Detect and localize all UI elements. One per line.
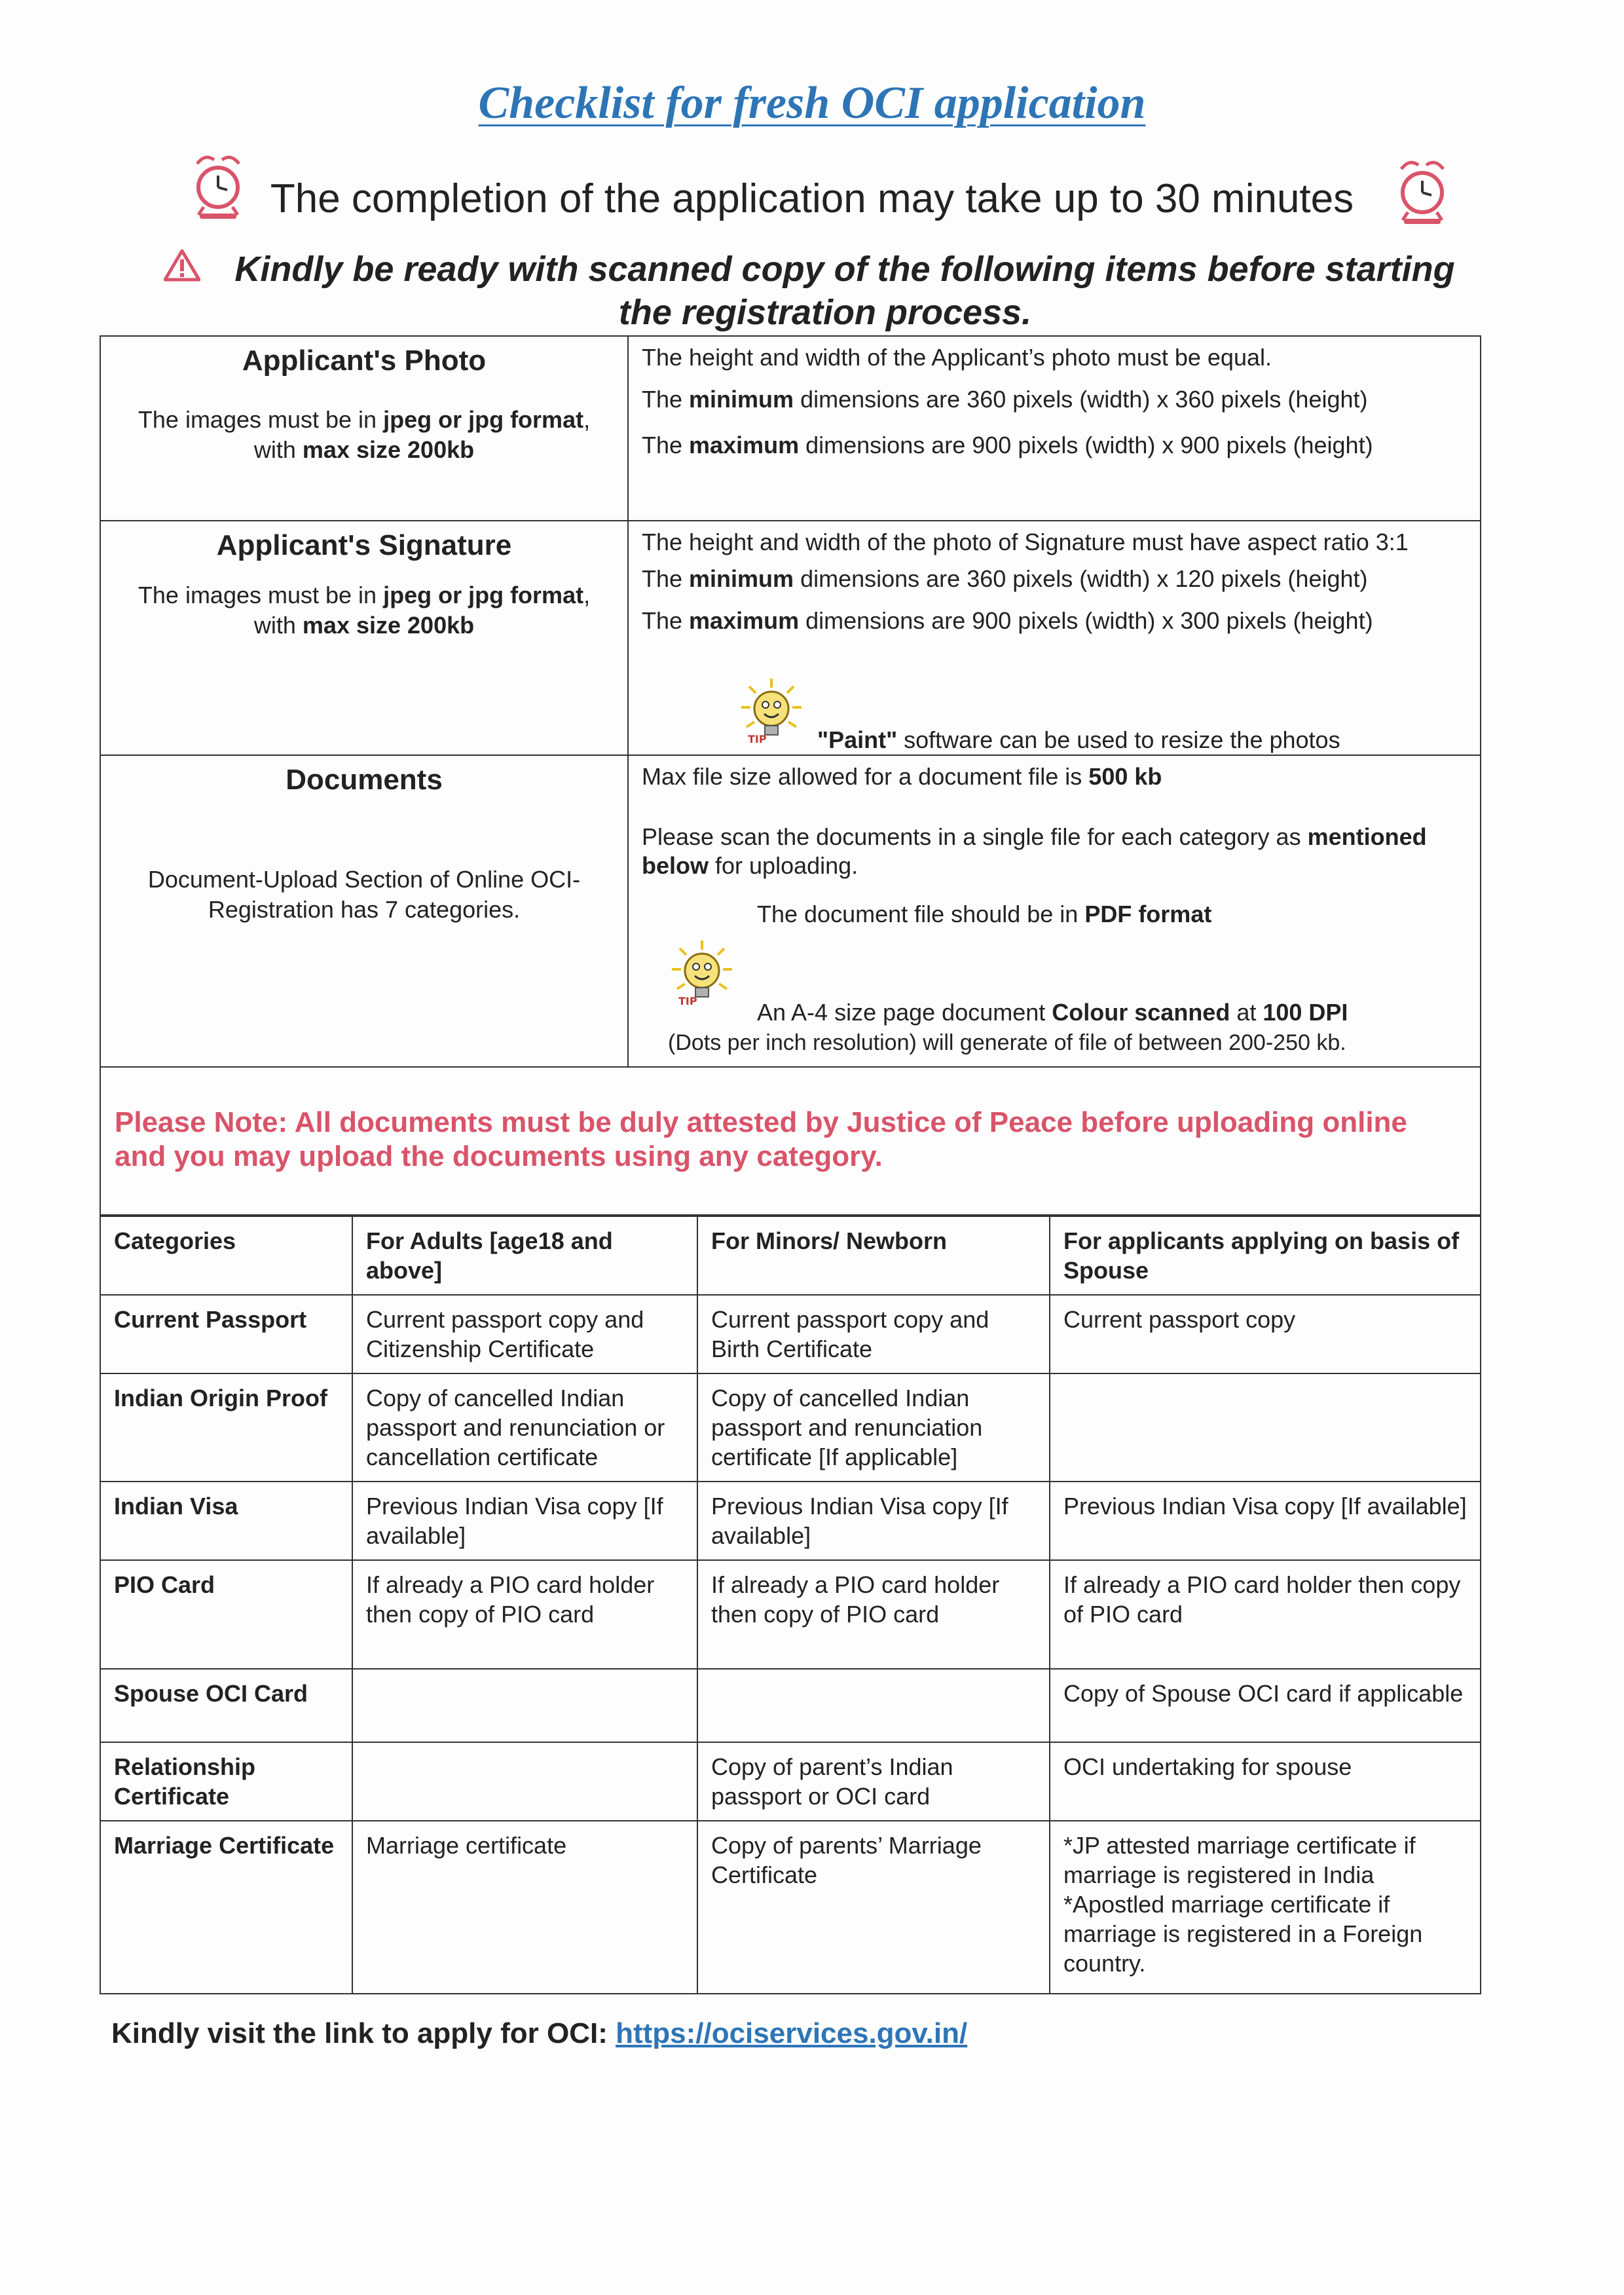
photo-rule-min: The minimum dimensions are 360 pixels (width) x 360 pixels (height) (642, 386, 1368, 413)
category-cell: Relationship Certificate (100, 1742, 352, 1821)
adults-cell (352, 1669, 697, 1742)
table-row (100, 1560, 1481, 1669)
header-categories: Categories (100, 1216, 352, 1295)
photo-format-note: The images must be in jpeg or jpg format, with max size 200kb (138, 406, 591, 463)
minors-cell: Copy of parent’s Indian passport or OCI card (697, 1742, 1050, 1821)
adults-cell: Copy of cancelled Indian passport and renunciation or cancellation certificate (352, 1373, 697, 1482)
header-minors: For Minors/ Newborn (697, 1216, 1050, 1295)
spouse-cell: *JP attested marriage certificate if marriage is registered in India *Apostled marriage certificate if marriage is registered in a Foreign country. (1050, 1821, 1481, 1994)
svg-text:TIP: TIP (748, 733, 767, 745)
footer-link-line (111, 2017, 967, 2050)
signature-rule-max: The maximum dimensions are 900 pixels (width) x 300 pixels (height) (642, 607, 1373, 634)
table-row (100, 1742, 1481, 1821)
minors-cell: Current passport copy and Birth Certificate (697, 1295, 1050, 1373)
warning-message: Kindly be ready with scanned copy of the following items before starting the registration process. (234, 250, 1455, 332)
spouse-cell: If already a PIO card holder then copy of PIO card (1050, 1560, 1481, 1669)
document-size-rule: Max file size allowed for a document file is 500 kb (642, 763, 1162, 790)
spouse-cell: OCI undertaking for spouse (1050, 1742, 1481, 1821)
signature-rule-min: The minimum dimensions are 360 pixels (width) x 120 pixels (height) (642, 565, 1368, 592)
adults-cell: Marriage certificate (352, 1821, 697, 1994)
adults-cell: Previous Indian Visa copy [If available] (352, 1482, 697, 1560)
category-cell: Spouse OCI Card (100, 1669, 352, 1742)
photo-rule-max: The maximum dimensions are 900 pixels (width) x 900 pixels (height) (642, 432, 1373, 458)
minors-cell: Copy of parents’ Marriage Certificate (697, 1821, 1050, 1994)
table-row (100, 1482, 1481, 1560)
document-dpi-rule: An A-4 size page document Colour scanned at 100 DPI (757, 999, 1348, 1026)
document-dpi-detail: (Dots per inch resolution) will generate of file of between 200-250 kb. (668, 1030, 1346, 1055)
signature-requirements-row (100, 521, 1481, 755)
signature-heading: Applicant's Signature (216, 529, 512, 561)
header-adults: For Adults [age18 and above] (352, 1216, 697, 1295)
completion-time-note: The completion of the application may take up to 30 minutes (270, 176, 1354, 221)
minors-cell: Copy of cancelled Indian passport and renunciation certificate [If applicable] (697, 1373, 1050, 1482)
minors-cell (697, 1669, 1050, 1742)
category-cell: Current Passport (100, 1295, 352, 1373)
photo-rule-equal: The height and width of the Applicant’s photo must be equal. (642, 344, 1272, 371)
spouse-cell: Copy of Spouse OCI card if applicable (1050, 1669, 1481, 1742)
signature-format-note: The images must be in jpeg or jpg format, with max size 200kb (138, 582, 591, 639)
documents-requirements-row (100, 755, 1481, 1067)
table-row (100, 1373, 1481, 1482)
table-row (100, 1295, 1481, 1373)
category-cell: PIO Card (100, 1560, 352, 1669)
header-spouse: For applicants applying on basis of Spouse (1050, 1216, 1481, 1295)
tip-lightbulb-icon (671, 939, 733, 1007)
adults-cell (352, 1742, 697, 1821)
tip-lightbulb-icon (740, 677, 803, 745)
spouse-cell: Current passport copy (1050, 1295, 1481, 1373)
photo-requirements-row (100, 336, 1481, 521)
table-row (100, 1821, 1481, 1994)
documents-category-note: Document-Upload Section of Online OCI-Registration has 7 categories. (147, 866, 581, 923)
minors-cell: If already a PIO card holder then copy of PIO card (697, 1560, 1050, 1669)
document-scan-rule: Please scan the documents in a single file for each category as mentioned below for uploading. (642, 823, 1427, 879)
documents-heading: Documents (286, 764, 443, 796)
photo-heading: Applicant's Photo (242, 345, 487, 377)
spouse-cell (1050, 1373, 1481, 1482)
table-header-row (100, 1216, 1481, 1295)
paint-tip: "Paint" software can be used to resize the photos (817, 726, 1340, 753)
page-title: Checklist for fresh OCI application (478, 78, 1146, 128)
table-row (100, 1669, 1481, 1742)
category-cell: Marriage Certificate (100, 1821, 352, 1994)
oci-services-link[interactable]: https://ociservices.gov.in/ (616, 2017, 968, 2049)
requirements-table (100, 335, 1481, 1216)
minors-cell: Previous Indian Visa copy [If available] (697, 1482, 1050, 1560)
category-cell: Indian Visa (100, 1482, 352, 1560)
spouse-cell: Previous Indian Visa copy [If available] (1050, 1482, 1481, 1560)
document-pdf-rule: The document file should be in PDF format (757, 901, 1212, 927)
svg-text:TIP: TIP (678, 995, 697, 1007)
footer-text: Kindly visit the link to apply for OCI: (111, 2017, 616, 2049)
adults-cell: If already a PIO card holder then copy of PIO card (352, 1560, 697, 1669)
attestation-note: Please Note: All documents must be duly attested by Justice of Peace before uploading online and you may upload the documents using any category. (115, 1106, 1407, 1172)
categories-table (100, 1216, 1481, 1994)
adults-cell: Current passport copy and Citizenship Certificate (352, 1295, 697, 1373)
signature-rule-aspect: The height and width of the photo of Signature must have aspect ratio 3:1 (642, 529, 1409, 555)
category-cell: Indian Origin Proof (100, 1373, 352, 1482)
